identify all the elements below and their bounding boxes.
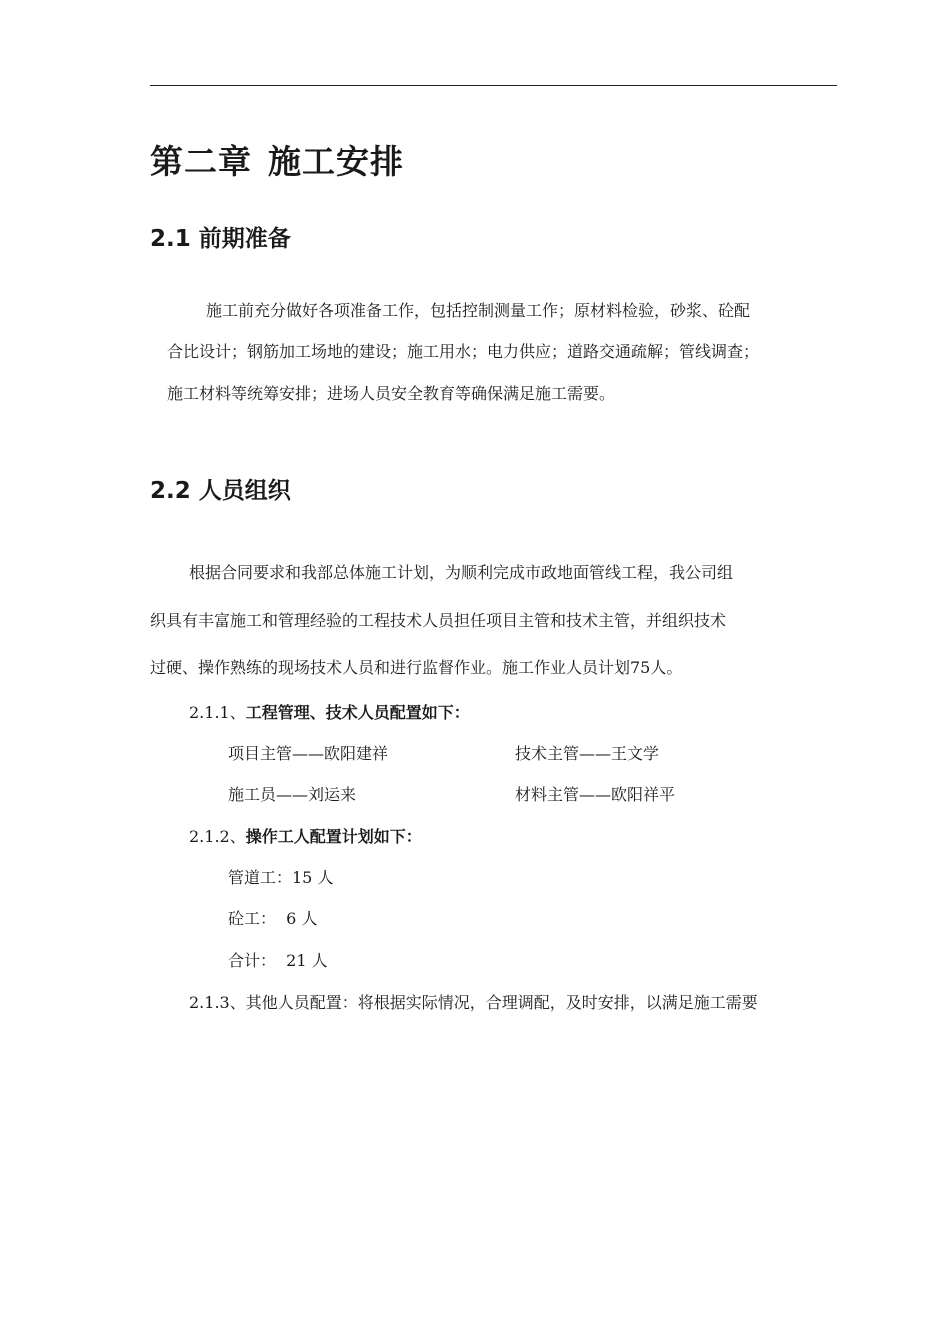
section-2-paragraph-line: 织具有丰富施工和管理经验的工程技术人员担任项目主管和技术主管，并组织技术 bbox=[150, 611, 727, 630]
section-2-paragraph-line: 根据合同要求和我部总体施工计划，为顺利完成市政地面管线工程，我公司组 bbox=[189, 563, 734, 582]
worker-entry: 合计： 21 人 bbox=[228, 951, 328, 970]
chapter-name: 施工安排 bbox=[268, 142, 404, 181]
item-2-1-2 bbox=[189, 826, 422, 848]
section-1-paragraph-line: 施工前充分做好各项准备工作，包括控制测量工作；原材料检验，砂浆、砼配 bbox=[206, 301, 751, 320]
section-2-paragraph-line: 过硬、操作熟练的现场技术人员和进行监督作业。施工作业人员计划75人。 bbox=[150, 658, 683, 677]
item-2-1-1 bbox=[189, 702, 470, 724]
item-number: 2.1.2、 bbox=[189, 827, 246, 846]
worker-entry: 管道工：15 人 bbox=[228, 868, 334, 887]
chapter-title bbox=[150, 136, 404, 183]
header-rule bbox=[150, 85, 837, 86]
staff-entry: 技术主管——王文学 bbox=[515, 744, 660, 763]
item-label: 操作工人配置计划如下： bbox=[245, 827, 422, 846]
item-2-1-3 bbox=[189, 992, 758, 1014]
section-1-paragraph-line: 施工材料等统筹安排；进场人员安全教育等确保满足施工需要。 bbox=[167, 384, 616, 403]
item-text: 其他人员配置：将根据实际情况，合理调配，及时安排，以满足施工需要 bbox=[245, 993, 758, 1012]
item-number: 2.1.1、 bbox=[189, 703, 246, 722]
item-label: 工程管理、技术人员配置如下： bbox=[245, 703, 470, 722]
section-heading-2-1: 2.1 前期准备 bbox=[150, 226, 291, 252]
staff-entry: 项目主管——欧阳建祥 bbox=[228, 744, 389, 763]
staff-entry: 材料主管——欧阳祥平 bbox=[515, 785, 676, 804]
section-heading-2-2: 2.2 人员组织 bbox=[150, 478, 291, 504]
staff-entry: 施工员——刘运来 bbox=[228, 785, 357, 804]
item-number: 2.1.3、 bbox=[189, 993, 246, 1012]
chapter-number: 第二章 bbox=[150, 142, 252, 181]
worker-entry: 砼工： 6 人 bbox=[228, 909, 318, 928]
section-1-paragraph-line: 合比设计；钢筋加工场地的建设；施工用水；电力供应；道路交通疏解；管线调查； bbox=[167, 342, 760, 361]
